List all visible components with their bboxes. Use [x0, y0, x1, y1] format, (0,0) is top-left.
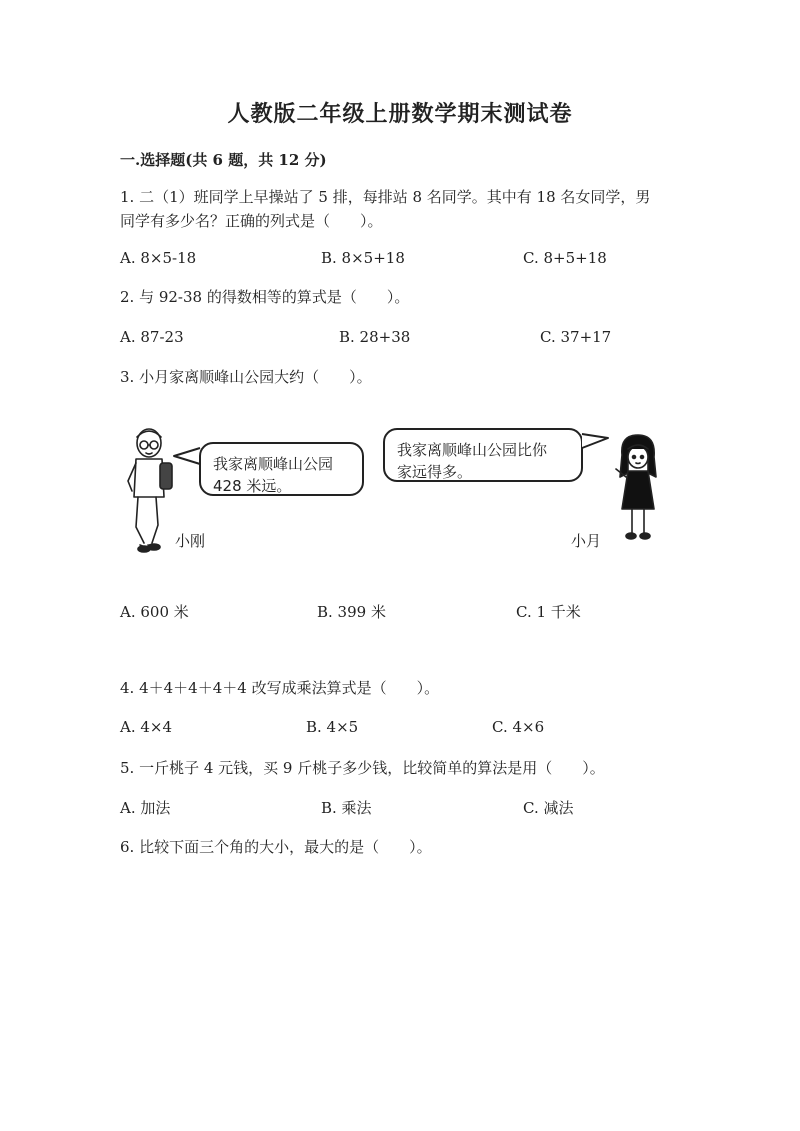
- girl-figure: [612, 433, 662, 548]
- left-character-name: 小刚: [175, 532, 206, 550]
- right-character-name: 小月: [571, 532, 602, 550]
- question-5-option-c: C. 减法: [523, 799, 574, 817]
- right-bubble-line-2: 家远得多。: [397, 463, 473, 481]
- question-2-option-b: B. 28+38: [339, 328, 411, 346]
- question-1-option-c: C. 8+5+18: [523, 249, 607, 267]
- left-bubble-line-1: 我家离顺峰山公园: [213, 455, 334, 473]
- question-5-text: 5. 一斤桃子 4 元钱，买 9 斤桃子多少钱，比较简单的算法是用（ ）。: [120, 759, 605, 777]
- left-bubble-tail: [172, 446, 202, 466]
- question-2-text: 2. 与 92-38 的得数相等的算式是（ ）。: [120, 288, 410, 306]
- page-title: 人教版二年级上册数学期末测试卷: [227, 101, 573, 127]
- question-3-option-a: A. 600 米: [120, 603, 189, 621]
- question-3-text: 3. 小月家离顺峰山公园大约（ ）。: [120, 368, 372, 386]
- question-1-line-1: 1. 二（1）班同学上早操站了 5 排，每排站 8 名同学。其中有 18 名女同学，男: [120, 188, 651, 206]
- question-4-option-b: B. 4×5: [306, 718, 359, 736]
- question-3-option-c: C. 1 千米: [516, 603, 581, 621]
- question-5-option-b: B. 乘法: [321, 799, 372, 817]
- question-6-text: 6. 比较下面三个角的大小，最大的是（ ）。: [120, 838, 432, 856]
- left-bubble-line-2: 428 米远。: [213, 477, 292, 495]
- question-3-option-b: B. 399 米: [317, 603, 386, 621]
- question-2-option-a: A. 87-23: [120, 328, 184, 346]
- question-5-option-a: A. 加法: [120, 799, 171, 817]
- right-speech-bubble: [383, 428, 583, 482]
- section-heading: 一.选择题(共 6 题，共 12 分): [120, 151, 327, 169]
- right-bubble-tail: [580, 432, 610, 452]
- question-4-text: 4. 4＋4＋4＋4＋4 改写成乘法算式是（ ）。: [120, 679, 440, 697]
- question-1-text: [120, 185, 650, 233]
- question-2-option-c: C. 37+17: [540, 328, 612, 346]
- question-1-option-a: A. 8×5-18: [120, 249, 197, 267]
- right-bubble-line-1: 我家离顺峰山公园比你: [397, 441, 548, 459]
- left-speech-bubble: [199, 442, 364, 496]
- question-4-option-c: C. 4×6: [492, 718, 545, 736]
- question-4-option-a: A. 4×4: [120, 718, 173, 736]
- question-1-line-2: 同学有多少名？正确的列式是（ ）。: [120, 212, 383, 230]
- question-1-option-b: B. 8×5+18: [321, 249, 405, 267]
